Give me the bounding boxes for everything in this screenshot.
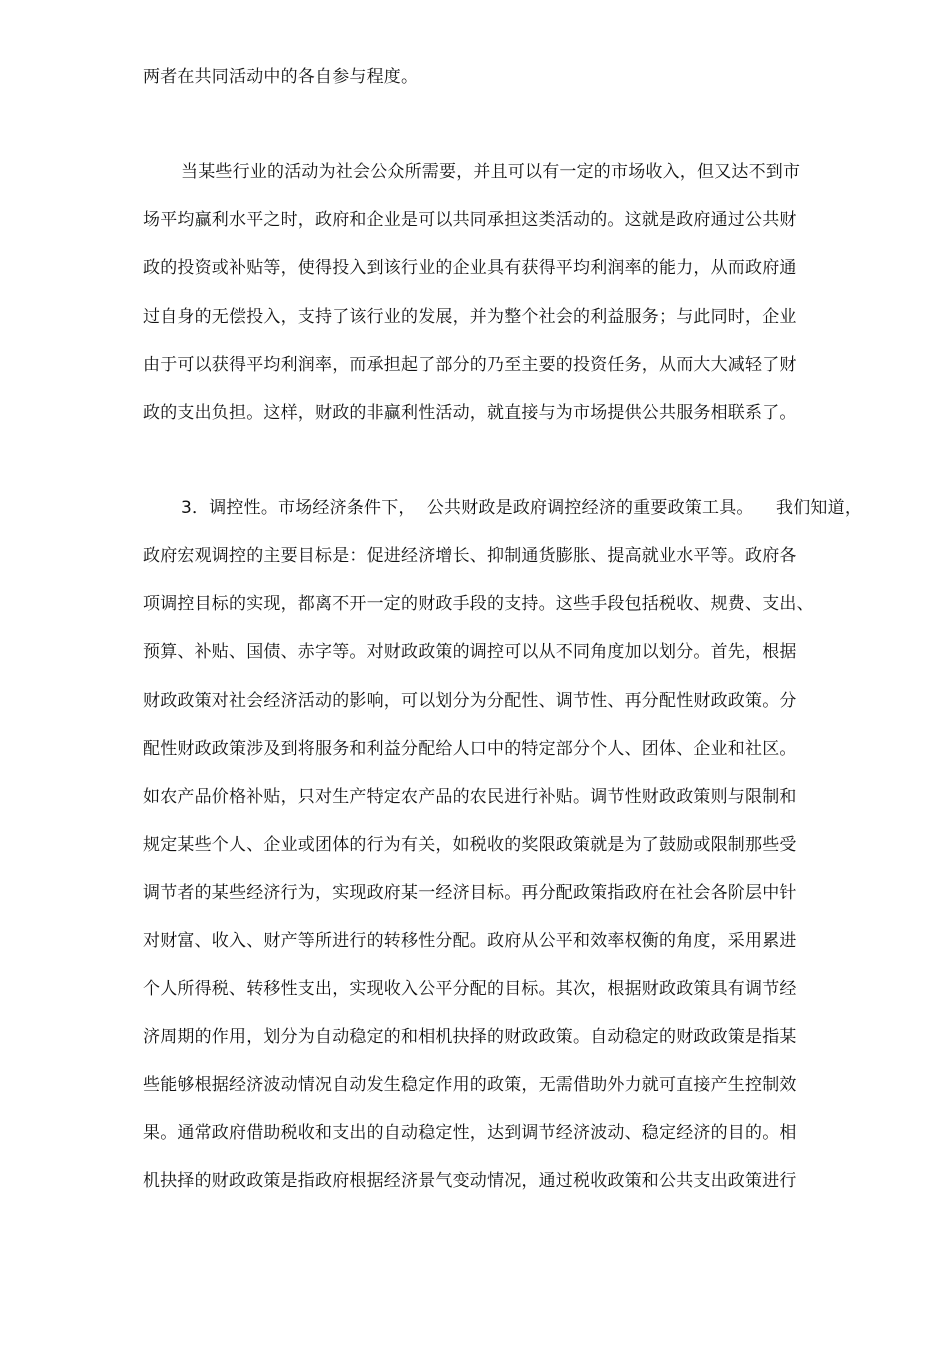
text-line: 政的支出负担。这样，财政的非赢利性活动，就直接与为市场提供公共服务相联系了。 [143, 403, 797, 423]
text-line: 过自身的无偿投入，支持了该行业的发展，并为整个社会的利益服务；与此同时，企业 [143, 307, 797, 327]
text-line: 两者在共同活动中的各自参与程度。 [143, 67, 419, 87]
text-line: 3．调控性。市场经济条件下， 公共财政是政府调控经济的重要政策工具。 我们知道， [181, 498, 863, 518]
text-line: 项调控目标的实现，都离不开一定的财政手段的支持。这些手段包括税收、规费、支出、 [143, 594, 814, 614]
text-line: 当某些行业的活动为社会公众所需要，并且可以有一定的市场收入，但又达不到市 [181, 162, 801, 182]
text-line: 济周期的作用，划分为自动稳定的和相机抉择的财政政策。自动稳定的财政政策是指某 [143, 1027, 797, 1047]
text-line: 场平均赢利水平之时，政府和企业是可以共同承担这类活动的。这就是政府通过公共财 [143, 210, 797, 230]
text-line: 对财富、收入、财产等所进行的转移性分配。政府从公平和效率权衡的角度，采用累进 [143, 931, 797, 951]
text-line: 配性财政政策涉及到将服务和利益分配给人口中的特定部分个人、团体、企业和社区。 [143, 739, 797, 759]
text-line: 机抉择的财政政策是指政府根据经济景气变动情况，通过税收政策和公共支出政策进行 [143, 1171, 797, 1191]
text-line: 政府宏观调控的主要目标是：促进经济增长、抑制通货膨胀、提高就业水平等。政府各 [143, 546, 797, 566]
text-line: 财政政策对社会经济活动的影响，可以划分为分配性、调节性、再分配性财政政策。分 [143, 691, 797, 711]
text-line: 由于可以获得平均利润率，而承担起了部分的乃至主要的投资任务，从而大大减轻了财 [143, 355, 797, 375]
text-line: 如农产品价格补贴，只对生产特定农产品的农民进行补贴。调节性财政政策则与限制和 [143, 787, 797, 807]
text-line: 个人所得税、转移性支出，实现收入公平分配的目标。其次，根据财政政策具有调节经 [143, 979, 797, 999]
text-line: 规定某些个人、企业或团体的行为有关，如税收的奖限政策就是为了鼓励或限制那些受 [143, 835, 797, 855]
text-line: 果。通常政府借助税收和支出的自动稳定性，达到调节经济波动、稳定经济的目的。相 [143, 1123, 797, 1143]
text-line: 预算、补贴、国债、赤字等。对财政政策的调控可以从不同角度加以划分。首先，根据 [143, 642, 797, 662]
text-line: 政的投资或补贴等，使得投入到该行业的企业具有获得平均利润率的能力，从而政府通 [143, 258, 797, 278]
text-line: 些能够根据经济波动情况自动发生稳定作用的政策，无需借助外力就可直接产生控制效 [143, 1075, 797, 1095]
text-line: 调节者的某些经济行为，实现政府某一经济目标。再分配政策指政府在社会各阶层中针 [143, 883, 797, 903]
